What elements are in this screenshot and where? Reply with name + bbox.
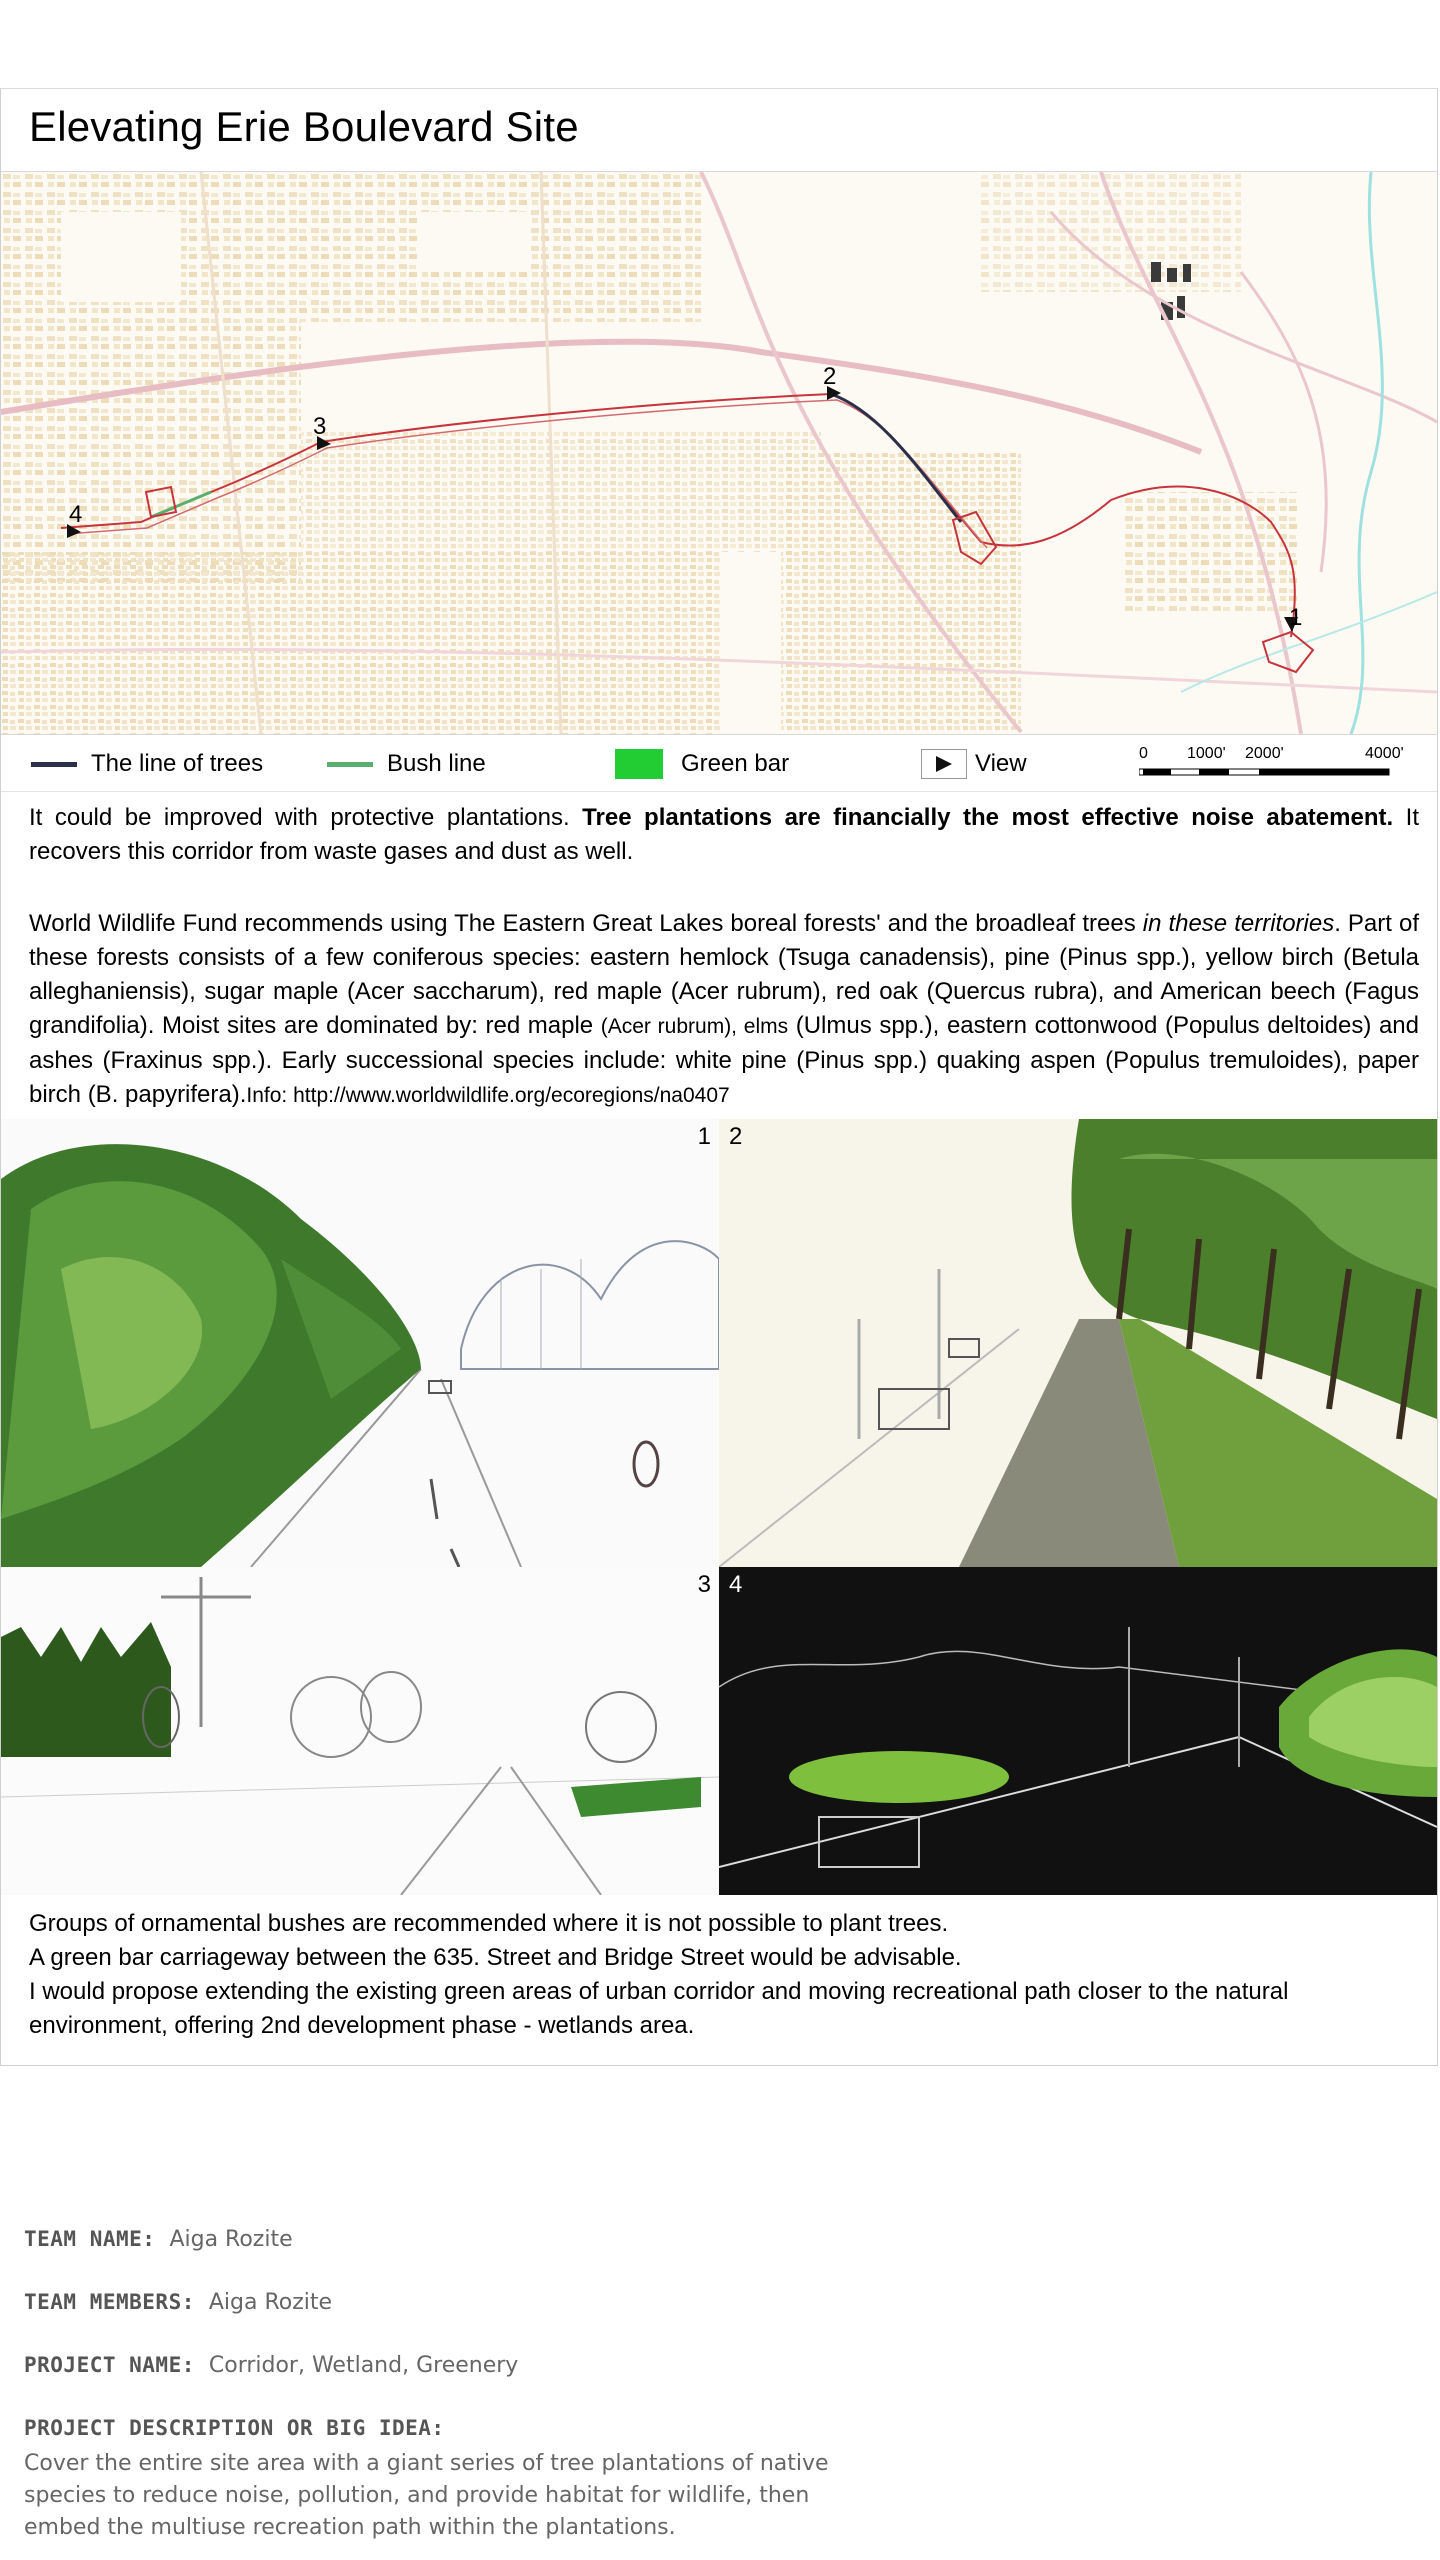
intro-p1-end: It recovers this corridor from waste gases and dust as well. (29, 804, 1419, 865)
project-description: Cover the entire site area with a giant series of tree plantations of native species to reduce noise, pollution, and provide habitat for wildlife, then embed the multiuse recreation path within the plantations. (24, 2451, 829, 2540)
poster-board (0, 88, 1438, 2066)
green-bar-swatch (615, 749, 663, 779)
intro-p1-text: It could be improved with protective plantations. (29, 804, 583, 831)
page-title: Elevating Erie Boulevard Site (29, 103, 579, 150)
team-members-row (24, 2290, 332, 2315)
intro-p1-bold: Tree plantations are financially the most effective noise abatement. (582, 804, 1394, 831)
intro-p2-small: (Acer rubrum), elms (600, 1015, 789, 1038)
project-desc-label-row (24, 2416, 459, 2441)
view-photo-4 (719, 1567, 1437, 1895)
map-marker-3: 3 (313, 413, 327, 440)
scale-bar (1139, 745, 1419, 785)
legend-green (615, 749, 789, 779)
view-photos (1, 1119, 1437, 1895)
scale-label-2000: 2000' (1245, 745, 1284, 762)
legend-view-label: View (975, 750, 1027, 777)
photo-3-number: 3 (697, 1571, 711, 1598)
intro-p2-start: World Wildlife Fund recommends using The Eastern Great Lakes boreal forests' and the broadleaf trees (29, 910, 1143, 937)
view-photo-2 (719, 1119, 1437, 1567)
title-bar (1, 89, 1437, 172)
recommendations-text (29, 1907, 1419, 2043)
team-name-row (24, 2227, 293, 2252)
legend-bush-label: Bush line (387, 750, 486, 777)
project-name-value: Corridor, Wetland, Greenery (208, 2353, 519, 2378)
photo-2-number: 2 (729, 1123, 743, 1150)
legend-trees (31, 749, 263, 779)
intro-paragraph-1 (29, 801, 1419, 869)
scale-label-0: 0 (1139, 745, 1148, 762)
view-photo-3 (1, 1567, 719, 1895)
view-arrow-icon (921, 749, 967, 779)
intro-p2-italic: in these territories (1142, 910, 1335, 937)
project-name-row (24, 2353, 518, 2378)
legend-trees-label: The line of trees (91, 750, 264, 777)
map-marker-4: 4 (69, 501, 83, 528)
photo-1-number: 1 (697, 1123, 711, 1150)
legend-green-label: Green bar (681, 750, 790, 777)
scale-label-1000: 1000' (1187, 745, 1226, 762)
legend-bush (327, 749, 486, 779)
bush-line-swatch (327, 762, 373, 767)
scale-graphic (1139, 765, 1419, 781)
project-name-label: PROJECT NAME: (24, 2353, 195, 2377)
site-map (1, 172, 1437, 735)
intro-p2-rest: . Part of these forests consists of a few coniferous species: eastern hemlock (Tsuga canadensis), pine (Pinus spp.), yellow birch (Betula alleghaniensis), sugar maple (Acer saccharum), red maple (Acer rubrum), red oak (Quercus rubra), and American beech (Fagus grandifolia). Moist sites are dominated by: red maple (29, 910, 1419, 1039)
map-legend (1, 735, 1437, 792)
team-name-label: TEAM NAME: (24, 2227, 156, 2251)
scale-label-4000: 4000' (1365, 745, 1404, 762)
recommendation-2: A green bar carriageway between the 635. Street and Bridge Street would be advisable. (29, 1944, 962, 1971)
view-photo-1 (1, 1119, 719, 1567)
intro-paragraph-2 (29, 907, 1419, 1113)
map-svg (1, 172, 1437, 734)
team-members-value: Aiga Rozite (208, 2290, 333, 2315)
team-members-label: TEAM MEMBERS: (24, 2290, 195, 2314)
recommendation-3: I would propose extending the existing green areas of urban corridor and moving recreational path closer to the natural environment, offering 2nd development phase - wetlands area. (29, 1978, 1289, 2039)
team-name-value: Aiga Rozite (169, 2227, 293, 2252)
trees-line-swatch (31, 762, 77, 767)
map-marker-1: 1 (1289, 604, 1303, 631)
photo-4-number: 4 (729, 1571, 743, 1598)
info-link: Info: http://www.worldwildlife.org/ecoregions/na0407 (246, 1084, 730, 1107)
map-marker-2: 2 (823, 363, 837, 390)
recommendation-1: Groups of ornamental bushes are recommended where it is not possible to plant trees. (29, 1910, 949, 1937)
intro-p2-rest2: (Ulmus spp.), eastern cottonwood (Populus deltoides) and ashes (Fraxinus spp.). Early successional species include: white pine (Pinus spp.) quaking aspen (Populus tremuloides), paper birch (B. papyrifera). (29, 1012, 1419, 1108)
legend-view (921, 749, 1027, 779)
project-desc-label: PROJECT DESCRIPTION OR BIG IDEA: (24, 2416, 445, 2440)
